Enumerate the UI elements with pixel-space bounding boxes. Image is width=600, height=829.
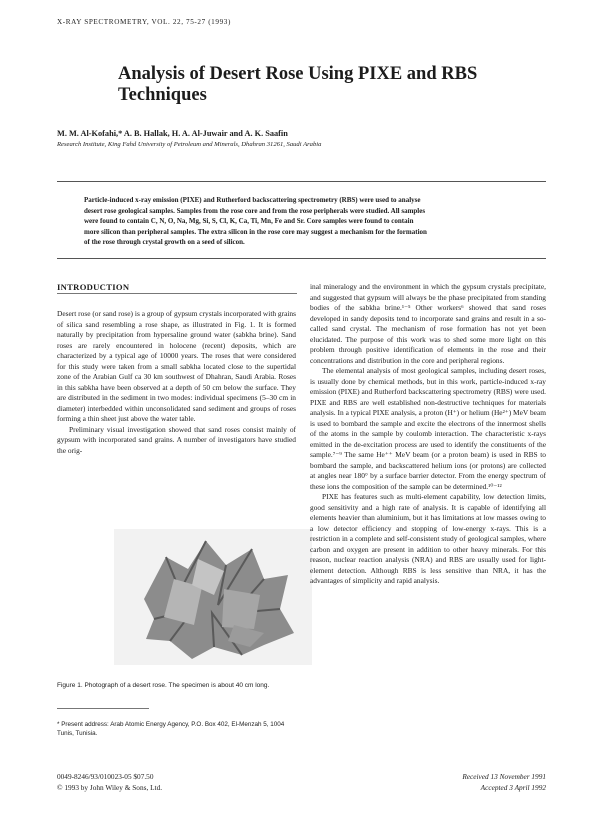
abstract [84, 195, 544, 248]
abstract-line: more silicon than peripheral samples. The extra silicon in the rose core may suggest a mechanism for the formation [84, 227, 427, 236]
figure-caption: Figure 1. Photograph of a desert rose. The specimen is about 40 cm long. [57, 682, 270, 689]
history-dates [390, 772, 546, 793]
right-column [310, 282, 546, 587]
heading-rule [57, 293, 297, 294]
paragraph: The elemental analysis of most geological samples, including desert roses, is usually done by chemical methods, but in this work, particle-induced x-ray emission (PIXE) and Rutherford backscattering spectrometry (RBS) were used. PIXE and RBS are well established non-destructive techniques for materials analysis. In a typical PIXE analysis, a proton (H⁺) or helium (He²⁺) MeV beam is used to bombard the sample and excite the electrons of the innermost shells of the atoms in the sample by coulomb interaction. The characteristic x-rays emitted in the de-excitation process are used to identify the constituents of the sample.⁷⁻⁹ The same He⁺⁺ MeV beam (or a proton beam) is used in RBS to bombard the sample, and backscattered helium ions (or protons) are collected at angles near 180° by a surface barrier detector. From the energy spectrum of these ions the composition of the sample can be determined.¹⁰⁻¹² [310, 366, 546, 491]
accepted-date: Accepted 3 April 1992 [480, 782, 546, 792]
abstract-line: Particle-induced x-ray emission (PIXE) and Rutherford backscattering spectrometry (RBS) were used to analyse [84, 196, 421, 204]
abstract-top-rule [57, 181, 546, 182]
publication-info [57, 772, 162, 793]
abstract-line: were found to contain C, N, O, Na, Mg, Si, S, Cl, K, Ca, Ti, Mn, Fe and Sr. Core samples were found to contain [84, 217, 414, 226]
left-column [57, 309, 296, 456]
received-date: Received 13 November 1991 [462, 772, 546, 781]
paragraph: inal mineralogy and the environment in which the gypsum crystals precipitate, and suggested that gypsum will always be the phase precipitated from standing bodies of the sabkha brine.¹⁻⁵ Other workers⁶ showed that sand roses developed in sandy deposits tend to incorporate sand grains and result in a so-called sand crystal. The mechanism of rose formation has not yet been elucidated. The purpose of this work was to shed some more light on this problem through positive identification of elements in the rose and their concentrations and distribution in the core and peripheral regions. [310, 282, 546, 365]
abstract-line: desert rose geological samples. Samples from the rose core and from the rose peripherals were studied. All samples [84, 206, 426, 215]
journal-header: X-RAY SPECTROMETRY, VOL. 22, 75-27 (1993) [57, 18, 231, 26]
article-title [118, 64, 518, 106]
issn: 0049-8246/93/010023-05 $07.50 [57, 772, 154, 781]
footnote-rule [57, 708, 149, 709]
section-heading: INTRODUCTION [57, 282, 130, 292]
footnote: * Present address: Arab Atomic Energy Agency, P.O. Box 402, El-Menzah 5, 1004 Tunis, Tunisia. [57, 721, 285, 737]
paragraph: Desert rose (or sand rose) is a group of gypsum crystals incorporated with grains of silica sand resembling a rose shape, as illustrated in Fig. 1. It is formed naturally by precipitation from hypersaline ground water (sabkha brine). Sand roses are rarely encountered in holocene (recent) deposits, which are characterized by a typical age of 10000 years. The roses that were considered for this study were taken from a small sabkha located close to the supertidal zone of the Arabian Gulf ca 30 km southwest of Dhahran, Saudi Arabia. Roses in this sabkha have been observed at a depth of 50 cm below the surface. They are distributed in the sediment in two modes: individual specimens (5–30 cm in diameter) interbedded within unconsolidated sand sediment and groups of roses forming a thin sheet just above the water table. [57, 309, 296, 423]
abstract-bottom-rule [57, 258, 546, 259]
title-line-1: Analysis of Desert Rose Using PIXE and RBS [118, 64, 478, 84]
authors: M. M. Al-Kofahi,* A. B. Hallak, H. A. Al-Juwair and A. K. Saafin [57, 129, 288, 138]
title-line-2: Techniques [118, 85, 207, 105]
desert-rose-photo [114, 529, 312, 665]
abstract-line: of the rose through crystal growth on a seed of silicon. [84, 238, 245, 247]
paragraph: PIXE has features such as multi-element capability, low detection limits, good sensitivity and a high rate of analysis. It is capable of identifying all elements heavier than aluminium, but it has limitations at low masses owing to a low detector efficiency and stopping of low-energy x-rays. This is a restriction in a complete and self-consistent study of geological samples, where carbon and oxygen are present in addition to other heavy minerals. For this reason, nuclear reaction analysis (NRA) and RBS are usually used for light-element detection. Although RBS is less sensitive than NRA, it has the advantages of simplicity and rapid analysis. [310, 492, 546, 585]
affiliation: Research Institute, King Fahd University of Petroleum and Minerals, Dhahran 31261, Saudi Arabia [57, 141, 322, 148]
paragraph: Preliminary visual investigation showed that sand roses consist mainly of gypsum with incorporated sand grains. A number of investigators have studied the orig- [57, 424, 296, 455]
copyright: © 1993 by John Wiley & Sons, Ltd. [57, 782, 163, 792]
